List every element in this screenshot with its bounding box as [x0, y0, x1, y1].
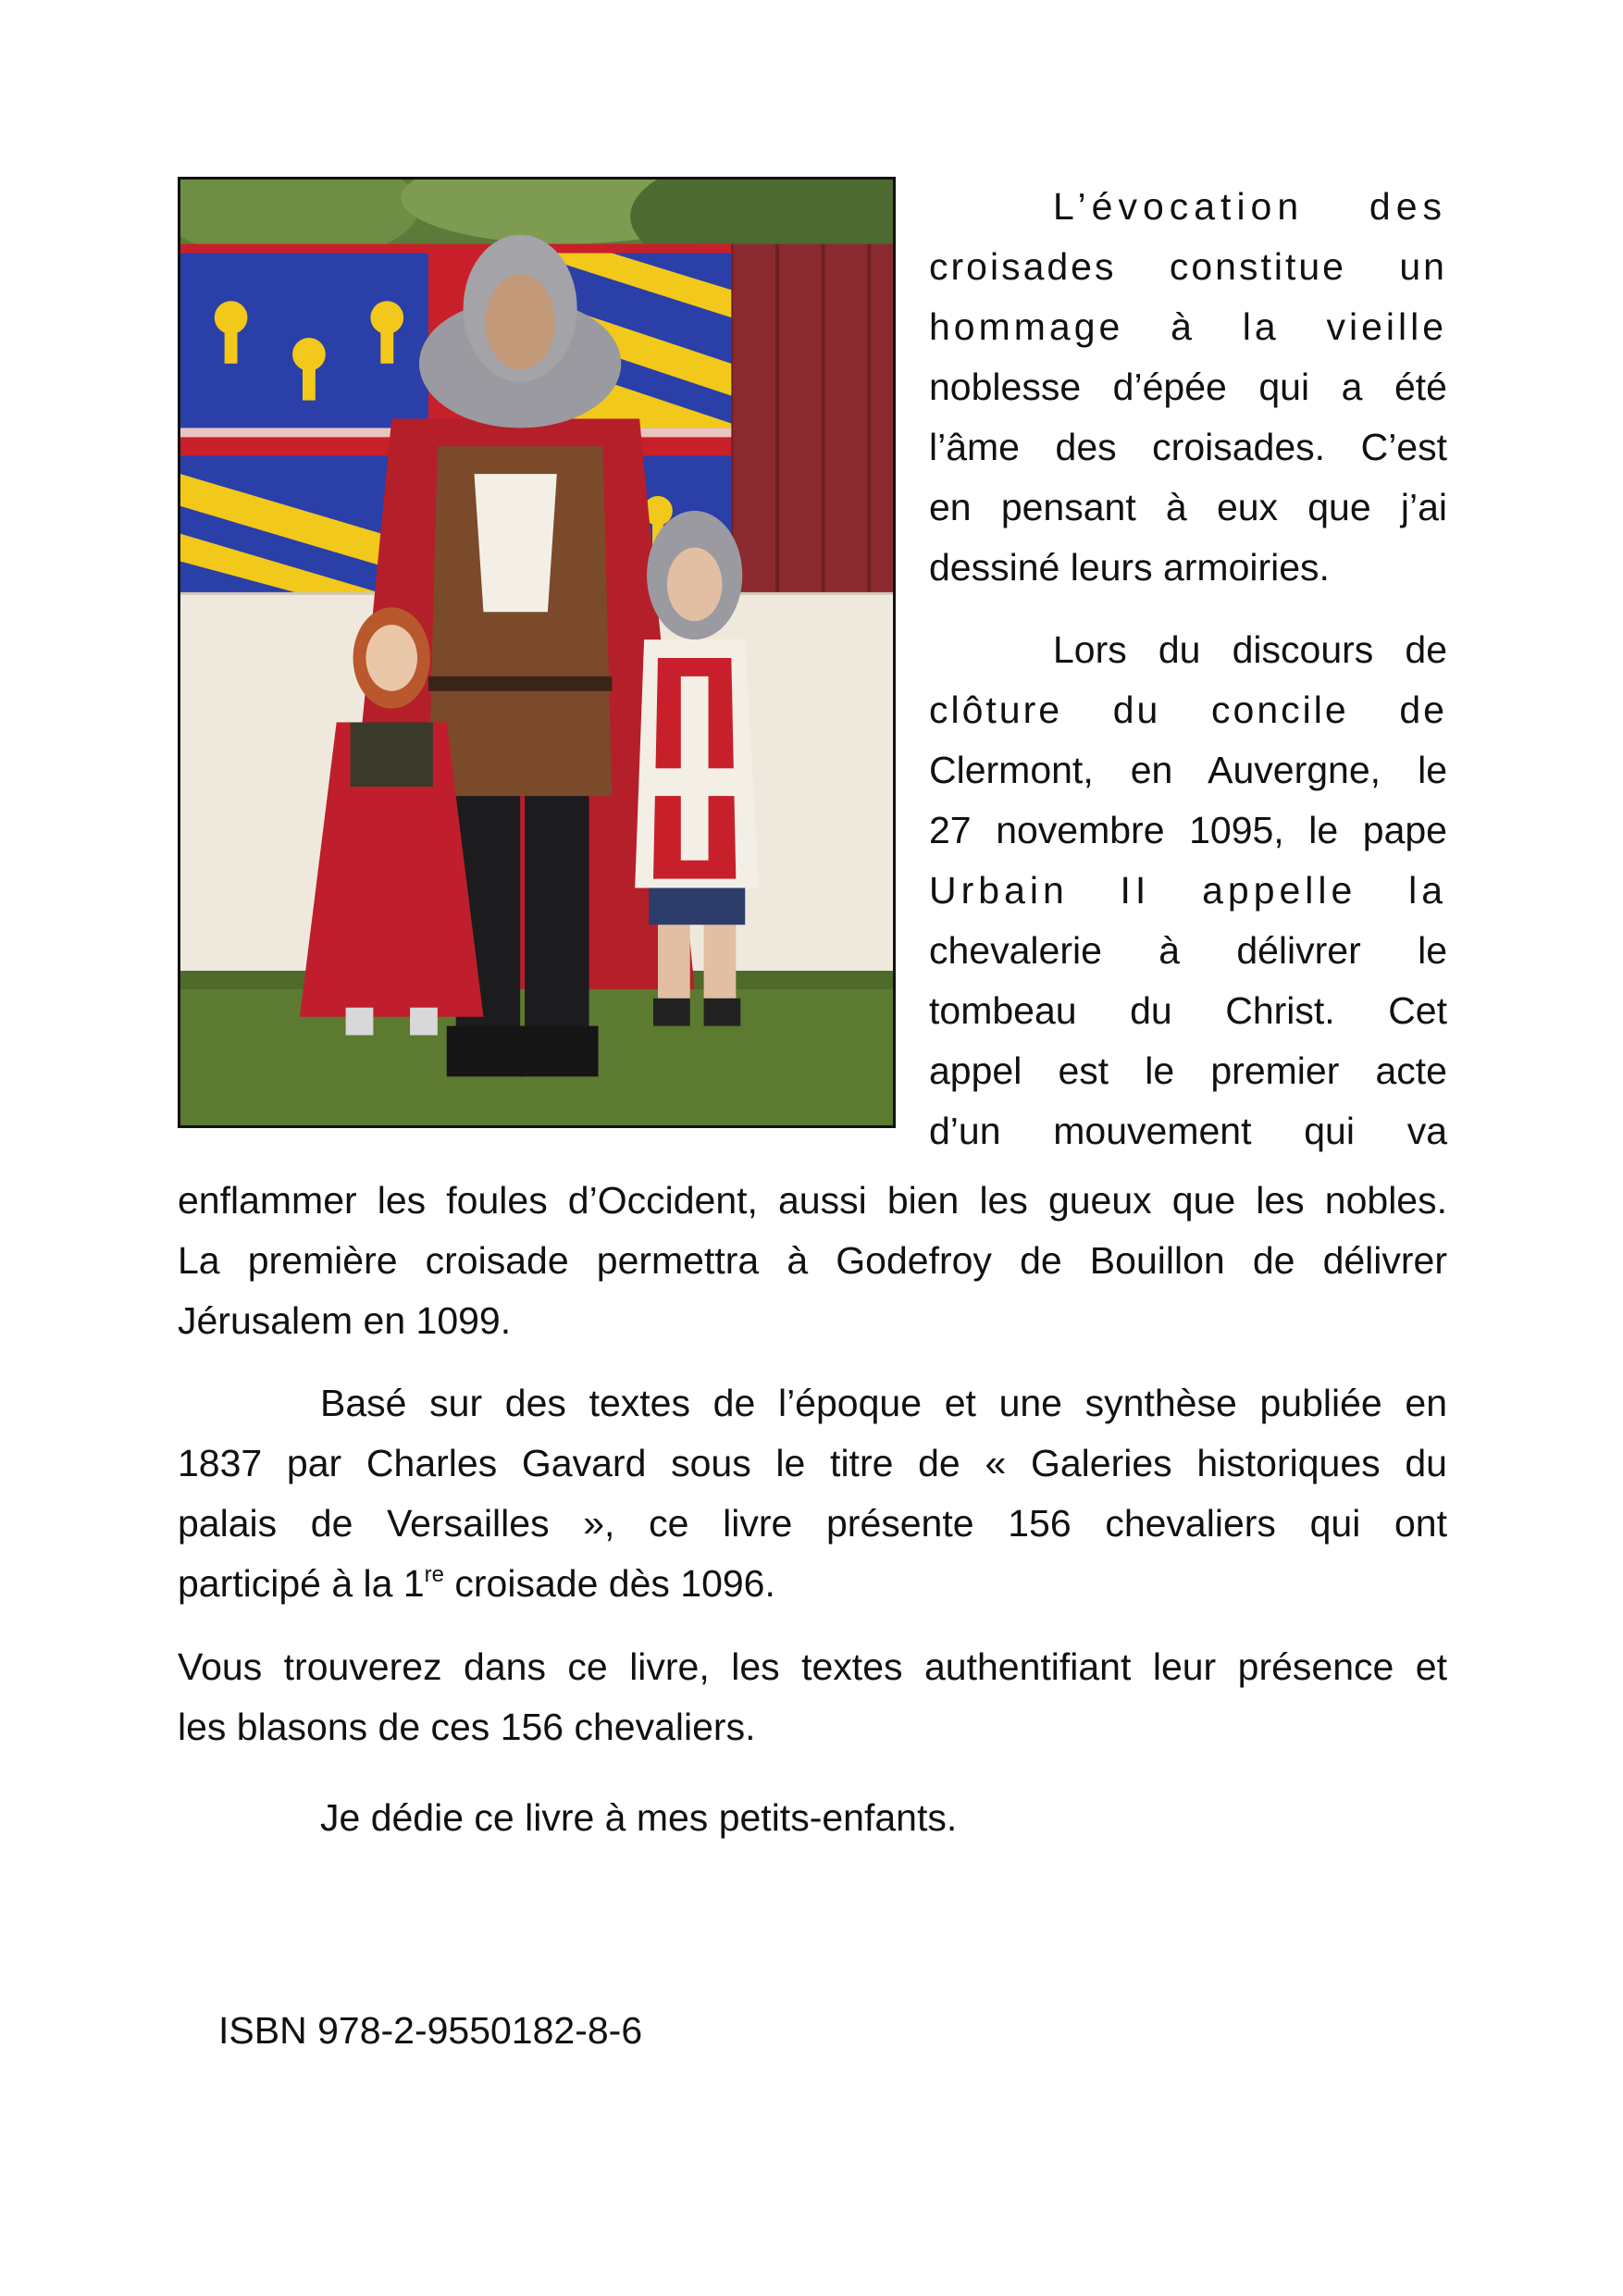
- text-line: La première croisade permettra à Godefroy de Bouillon de délivrer: [178, 1239, 1447, 1282]
- text-line: Vous trouverez dans ce livre, les textes authentifiant leur présence et: [178, 1645, 1447, 1688]
- text-fragment: croisade dès 1096.: [444, 1562, 775, 1605]
- paragraph-base-block: [178, 1373, 1447, 1614]
- text-line: Je dédie ce livre à mes petits-enfants.: [320, 1796, 958, 1839]
- text-line: Basé sur des textes de l’époque et une synthèse publiée en: [320, 1382, 1447, 1424]
- text-line: palais de Versailles », ce livre présente 156 chevaliers qui ont: [178, 1502, 1447, 1545]
- text-line: Jérusalem en 1099.: [178, 1299, 512, 1342]
- paragraph-evocation: [929, 177, 1447, 598]
- text-line: chevalerie à délivrer le: [929, 929, 1447, 972]
- text-line: tombeau du Christ. Cet: [929, 989, 1447, 1032]
- paragraph-dedicace-block: [178, 1788, 1447, 1848]
- text-line: Urbain II appelle la: [929, 869, 1447, 912]
- paragraph-clermont-side: [929, 620, 1447, 1161]
- text-line: noblesse d’épée qui a été: [929, 366, 1447, 408]
- text-line: croisades constitue un: [929, 245, 1447, 288]
- family-crusader-photo: [178, 177, 896, 1128]
- paragraph-dedicace: [178, 1788, 1447, 1848]
- text-line: Lors du discours de: [1053, 628, 1447, 671]
- text-line: [178, 1554, 1447, 1614]
- photo-illustration: [180, 180, 893, 1125]
- text-line: l’âme des croisades. C’est: [929, 426, 1447, 468]
- text-line: dessiné leurs armoiries.: [929, 546, 1330, 589]
- side-column: [929, 177, 1447, 1161]
- text-line: enflammer les foules d’Occident, aussi bien les gueux que les nobles.: [178, 1179, 1447, 1222]
- isbn-number: ISBN 978-2-9550182-8-6: [218, 2009, 643, 2052]
- text-line: d’un mouvement qui va: [929, 1110, 1447, 1152]
- text-line: clôture du concile de: [929, 689, 1447, 731]
- ordinal-superscript: re: [424, 1562, 445, 1587]
- text-fragment: participé à la 1: [178, 1562, 425, 1605]
- text-line: Clermont, en Auvergne, le: [929, 749, 1447, 791]
- text-line: en pensant à eux que j’ai: [929, 486, 1447, 528]
- paragraph-clermont-full: [178, 1171, 1447, 1351]
- text-line: 27 novembre 1095, le pape: [929, 809, 1447, 851]
- text-line: appel est le premier acte: [929, 1049, 1447, 1092]
- text-line: hommage à la vieille: [929, 305, 1447, 348]
- paragraph-base: [178, 1373, 1447, 1614]
- clermont-continuation: [178, 1171, 1447, 1351]
- paragraph-vous: [178, 1637, 1447, 1757]
- text-line: L’évocation des: [1053, 185, 1447, 228]
- text-line: 1837 par Charles Gavard sous le titre de « Galeries historiques du: [178, 1442, 1447, 1484]
- paragraph-vous-block: [178, 1637, 1447, 1757]
- text-line: les blasons de ces 156 chevaliers.: [178, 1706, 756, 1748]
